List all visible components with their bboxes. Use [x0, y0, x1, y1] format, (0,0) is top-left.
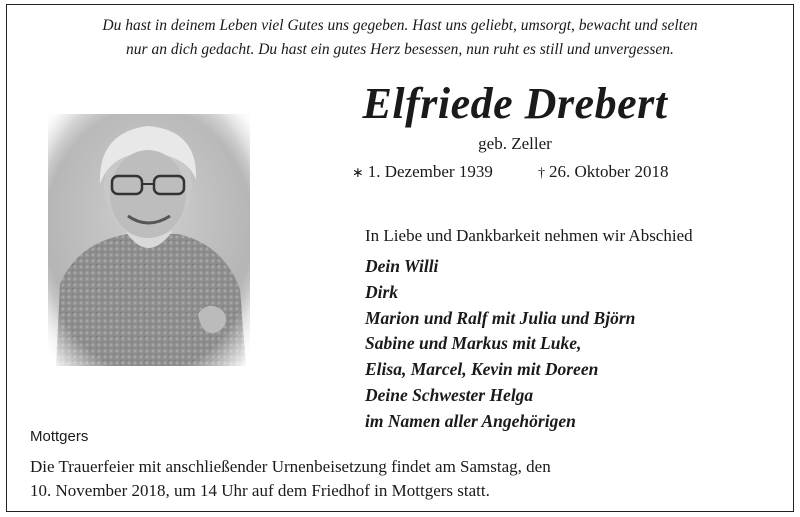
notice-line: Die Trauerfeier mit anschließender Urnenbeisetzung findet am Samstag, den [30, 457, 551, 476]
mourner: Dirk [365, 281, 399, 302]
cross-icon: † [538, 166, 545, 181]
portrait-photo [48, 114, 250, 366]
poem-line: Du hast in deinem Leben viel Gutes uns gegeben. Hast uns geliebt, umsorgt, bewacht und selten [102, 17, 698, 34]
farewell-text: In Liebe und Dankbarkeit nehmen wir Abschied [365, 226, 693, 245]
mourner: Sabine und Markus mit Luke, [365, 333, 582, 354]
death-date-line [538, 162, 668, 182]
birth-date: 1. Dezember 1939 [367, 162, 493, 181]
maiden-name: geb. Zeller [478, 134, 552, 153]
mourner: Elisa, Marcel, Kevin mit Doreen [365, 359, 599, 380]
birth-date-line [352, 162, 493, 182]
mourner: im Namen aller Angehörigen [365, 410, 576, 431]
mourner: Deine Schwester Helga [365, 384, 534, 405]
notice-line: 10. November 2018, um 14 Uhr auf dem Friedhof in Mottgers statt. [30, 481, 490, 500]
mourners-list [365, 254, 635, 435]
poem-line: nur an dich gedacht. Du hast ein gutes Herz besessen, nun ruht es still und unvergessen. [126, 41, 674, 58]
deceased-name: Elfriede Drebert [362, 79, 668, 128]
place-name: Mottgers [30, 428, 89, 445]
mourner: Dein Willi [365, 256, 439, 276]
birth-star-icon: ∗ [352, 166, 364, 181]
death-date: 26. Oktober 2018 [549, 162, 669, 181]
mourner: Marion und Ralf mit Julia und Björn [365, 307, 636, 328]
funeral-notice [30, 455, 750, 503]
poem [20, 14, 780, 62]
